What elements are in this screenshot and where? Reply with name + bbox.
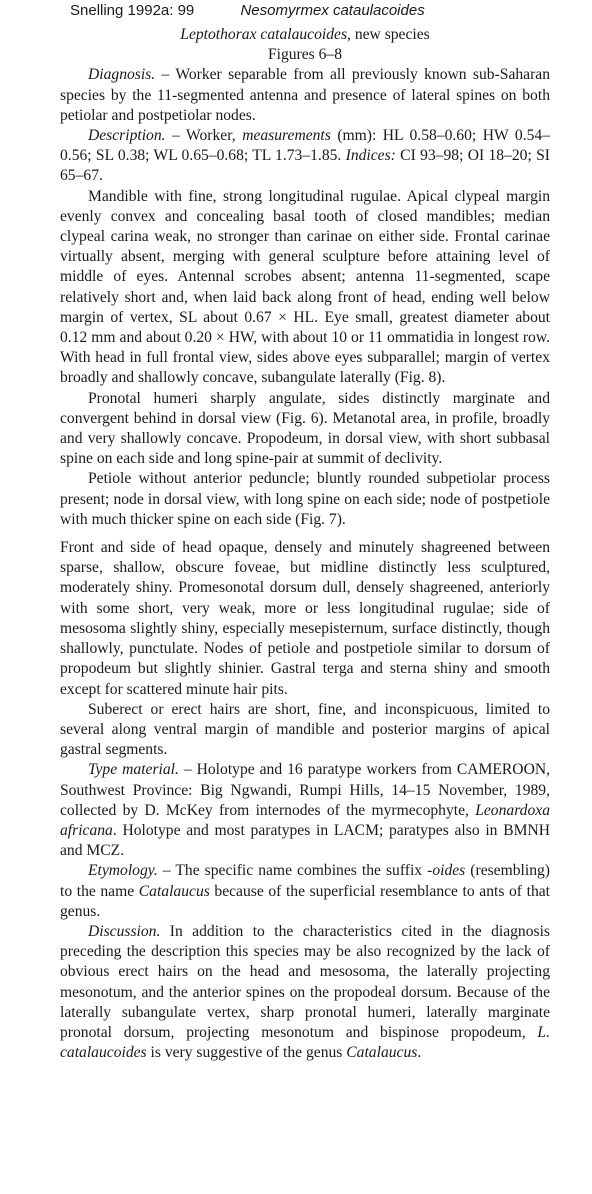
etymology-genus: Catalaucus (138, 882, 210, 900)
indices-label: Indices: (345, 147, 396, 165)
description-lead: – Worker, (165, 127, 243, 145)
discussion-text-c: . (417, 1044, 422, 1062)
description-paragraph (60, 126, 550, 187)
section-gap (60, 530, 550, 538)
sculpture-paragraph: Front and side of head opaque, densely and minutely shagreened between sparse, shallow, obscure foveae, but midline distinctly less sculptured, moderately shiny. Promesonotal dorsum dull, densely shagreened, anteriorly with some short, very weak, more or less longitudinal rugulae; side of mesosoma slightly shiny, especially mesepisternum, surface distinctly, though shallowly, punctulate. Nodes of petiole and postpetiole similar to dorsum of propodeum but slightly shinier. Gastral terga and sterna shiny and smooth except for scattered minute hair pits. (60, 539, 550, 698)
page-header (70, 2, 425, 19)
etymology-suffix: -oides (427, 862, 466, 880)
figures-reference: Figures 6–8 (267, 46, 343, 64)
diagnosis-paragraph (60, 65, 550, 126)
etymology-heading: Etymology. (88, 862, 158, 880)
taxon-status: , new species (347, 26, 430, 43)
discussion-heading: Discussion. (88, 922, 161, 940)
document-body (60, 25, 550, 1063)
indices-text: CI 93–98; OI 18–20; SI 65–67. (60, 147, 550, 185)
host-plant-name: Leonardoxa africana (60, 801, 550, 839)
measurements-label: measurements (242, 127, 331, 145)
hairs-paragraph: Suberect or erect hairs are short, fine, and inconspicuous, limited to several along ventral margin of mandible and posterior margins of apical gastral segments. (60, 700, 550, 759)
etymology-text-a: – The specific name combines the suffix (157, 862, 428, 880)
diagnosis-text: – Worker separable from all previously known sub-Saharan species by the 11-segmented antenna and presence of lateral spines on both petiolar and postpetiolar nodes. (60, 66, 550, 124)
discussion-text-a: In addition to the characteristics cited in the diagnosis preceding the description this species may be also recognized by the lack of obvious erect hairs on the head and mesosoma, the laterally projecting mesonotum, and the anterior spines on the propodeal dorsum. Because of the laterally subangulate vertex, sharp pronotal humeri, laterally marginate pronotal dorsum, projecting mesonotum and bispinose propodeum, (60, 922, 550, 1041)
discussion-species: L. catalaucoides (60, 1023, 550, 1062)
type-material-heading: Type material. (88, 761, 179, 779)
etymology-text-b: (resembling) to the name (60, 862, 550, 900)
discussion-paragraph (60, 922, 550, 1063)
type-material-text-a: – Holotype and 16 paratype workers from CAMEROON, Southwest Province: Big Ngwandi, Rumpi Hills, 14–15 November, 1989, collected by D. McKey from internodes of the myrmecophyte, (60, 761, 550, 819)
description-heading: Description. (88, 127, 166, 145)
head-paragraph: Mandible with fine, strong longitudinal rugulae. Apical clypeal margin evenly convex and concealing basal tooth of closed mandibles; median clypeal carina weak, no stronger than carinae on either side. Frontal carinae virtually absent, merging with general sculpture before attaining level of middle of eyes. Antennal scrobes absent; antenna 11-segmented, scape relatively short and, when laid back along front of head, ending well below margin of vertex, SL about 0.67 × HL. Eye small, greatest diameter about 0.12 mm and about 0.20 × HW, with about 10 or 11 ommatidia in longest row. With head in full frontal view, sides above eyes subparallel; margin of vertex broadly and shallowly concave, subangulate laterally (Fig. 8). (60, 187, 550, 387)
discussion-genus: Catalaucus (346, 1044, 418, 1062)
type-material-paragraph (60, 760, 550, 861)
etymology-text-c: because of the superficial resemblance to ants of that genus. (60, 882, 550, 920)
pronotum-paragraph: Pronotal humeri sharply angulate, sides distinctly marginate and convergent behind in dorsal view (Fig. 6). Metanotal area, in profile, broadly and very shallowly concave. Propodeum, in dorsal view, with short subbasal spine on each side and long spine-pair at summit of declivity. (60, 389, 550, 468)
title-line (60, 25, 550, 45)
petiole-paragraph: Petiole without anterior peduncle; bluntly rounded subpetiolar process present; node in dorsal view, with long spine on each side; node of postpetiole with much thicker spine on each side (Fig. 7). (60, 470, 550, 528)
taxon-name: Leptothorax catalaucoides (180, 26, 348, 43)
discussion-text-b: is very suggestive of the genus (146, 1044, 347, 1062)
type-material-text-b: . Holotype and most paratypes in LACM; paratypes also in BMNH and MCZ. (60, 821, 550, 860)
species-name: Nesomyrmex cataulacoides (240, 2, 425, 19)
diagnosis-heading: Diagnosis. (88, 66, 156, 84)
citation: Snelling 1992a: 99 (70, 2, 195, 19)
measurements-text: (mm): HL 0.58–0.60; HW 0.54–0.56; SL 0.38; WL 0.65–0.68; TL 1.73–1.85. (60, 127, 550, 165)
etymology-paragraph (60, 861, 550, 922)
